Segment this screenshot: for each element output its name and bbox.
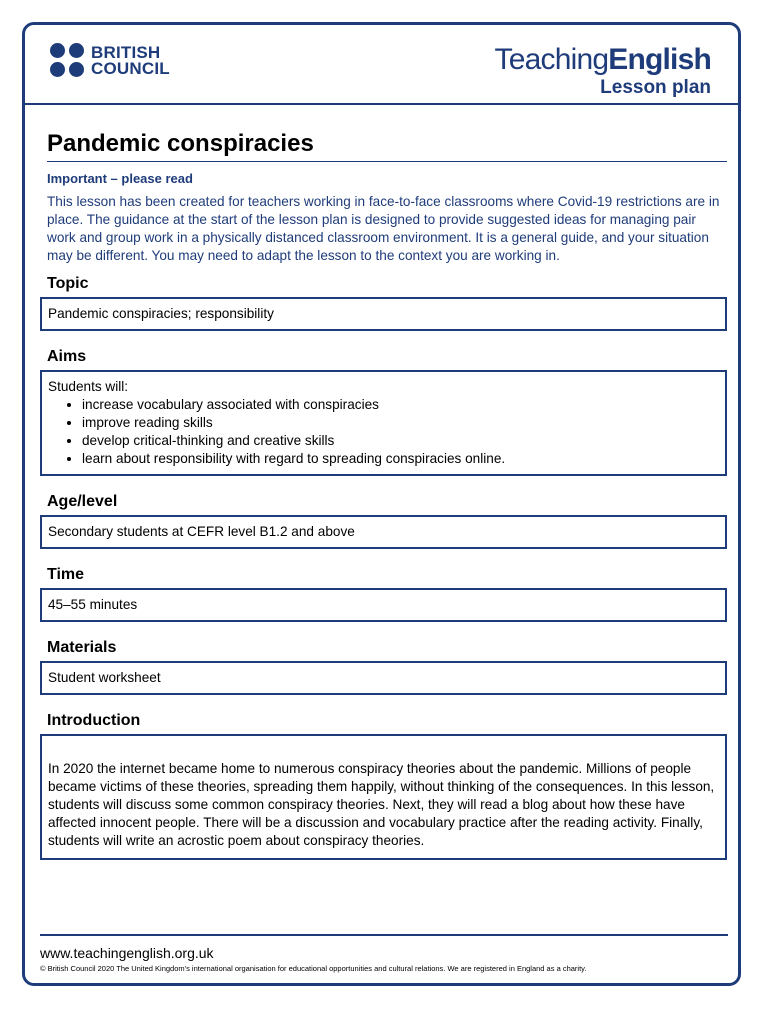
important-heading: Important – please read <box>47 171 193 186</box>
aims-heading: Aims <box>47 348 87 365</box>
age-level-box <box>40 515 727 549</box>
age-level-heading: Age/level <box>47 493 118 510</box>
time-text: 45–55 minutes <box>48 597 138 612</box>
materials-box <box>40 661 727 695</box>
aims-intro: Students will: <box>48 379 129 394</box>
topic-text: Pandemic conspiracies; responsibility <box>48 306 274 321</box>
time-box <box>40 588 727 622</box>
aims-box <box>40 370 727 476</box>
page-title: Pandemic conspiracies <box>47 130 314 157</box>
british-council-wordmark: BRITISH COUNCIL <box>91 42 170 78</box>
introduction-text: In 2020 the internet became home to numerous conspiracy theories about the pandemic. Millions of people became victims of these theories, spreading them happily, without thinking of the consequences. In this lesson, students will discuss some common conspiracy theories. Next, they will read a blog about how these have affected innocent people. There will be a discussion and vocabulary practice after the reading activity. Finally, students will write an acrostic poem about conspiracy theories. <box>48 761 715 848</box>
list-item: • develop critical-thinking and creative skills <box>82 432 719 450</box>
lesson-plan-label: Lesson plan <box>600 77 711 98</box>
british-council-dots-icon <box>50 43 85 78</box>
footer-copyright: © British Council 2020 The United Kingdom's international organisation for educational opportunities and cultural relations. We are registered in England as a charity. <box>40 964 587 973</box>
aims-list <box>48 396 719 468</box>
introduction-box <box>40 734 727 860</box>
materials-heading: Materials <box>47 639 117 656</box>
materials-text: Student worksheet <box>48 670 161 685</box>
teaching-english-logo: TeachingEnglish <box>494 43 711 76</box>
list-item: • learn about responsibility with regard to spreading conspiracies online. <box>82 450 719 468</box>
lesson-content <box>47 128 727 860</box>
time-heading: Time <box>47 566 85 583</box>
footer-divider <box>40 934 728 936</box>
introduction-heading: Introduction <box>47 712 141 729</box>
topic-box <box>40 297 727 331</box>
age-level-text: Secondary students at CEFR level B1.2 and above <box>48 524 355 539</box>
footer-url: www.teachingenglish.org.uk <box>40 945 214 961</box>
topic-heading: Topic <box>47 275 89 292</box>
important-notice: This lesson has been created for teachers working in face-to-face classrooms where Covid-19 restrictions are in place. The guidance at the start of the lesson plan is designed to provide suggested ideas for managing pair work and group work in a physically distanced classroom environment. It is a general guide, and your situation may be different. You may need to adapt the lesson to the context you are working in. <box>47 194 720 263</box>
british-council-logo <box>50 43 170 78</box>
teaching-english-brand <box>495 44 711 100</box>
title-divider <box>47 161 727 162</box>
list-item: • improve reading skills <box>82 414 719 432</box>
list-item: • increase vocabulary associated with conspiracies <box>82 396 719 414</box>
header-divider <box>25 103 741 105</box>
